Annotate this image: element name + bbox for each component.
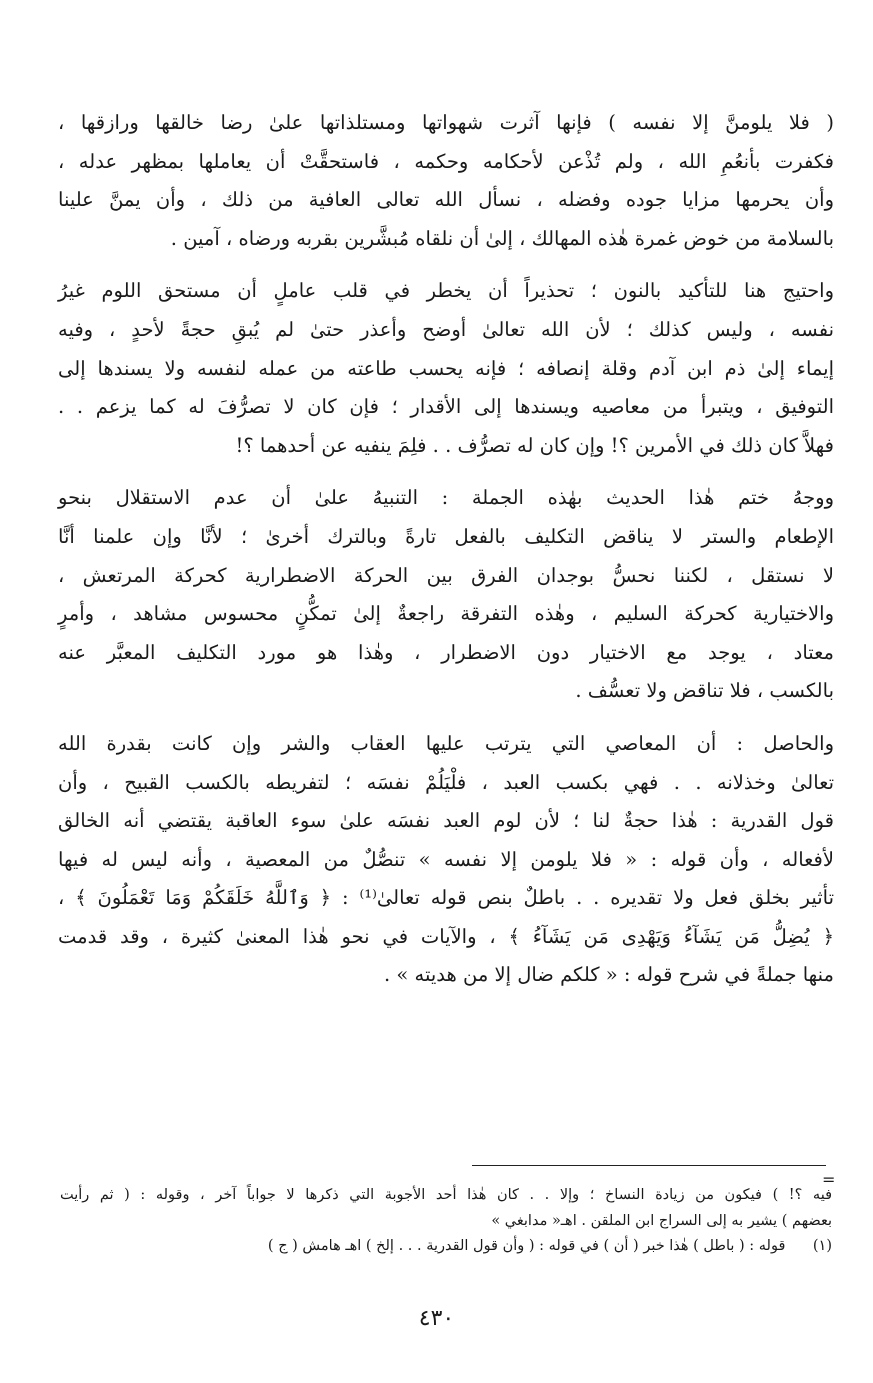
footnotes (60, 1183, 832, 1260)
paragraph-4 (58, 725, 834, 995)
text-line: بالكسب ، فلا تناقض ولا تعسُّف . (575, 679, 834, 703)
footnote-line: بعضهم ) يشير به إلى السراج ابن الملقن . اهـ« مدابغي » (491, 1212, 832, 1229)
paragraph-2 (58, 272, 834, 465)
text-line: واحتيج هنا للتأكيد بالنون ؛ تحذيراً أن يخطر في قلب عاملٍ أن مستحق اللوم غيرُ (58, 279, 834, 303)
text-line: لأفعاله ، وأن قوله : « فلا يلومن إلا نفسه » تنصُّلٌ من المعصية ، وأنه ليس له فيها (58, 847, 834, 871)
paragraph-3 (58, 479, 834, 711)
footnote-1 (60, 1234, 832, 1260)
footnote-line: فيه ؟! ) فيكون من زيادة النساخ ؛ وإلا . . كان هٰذا أحد الأجوبة التي ذكرها لا جواباً آخر ، وقوله : ( ثم رأيت (60, 1187, 832, 1203)
text-line: ﴿ يُضِلُّ مَن يَشَآءُ وَيَهْدِى مَن يَشَآءُ ﴾ ، والآيات في نحو هٰذا المعنىٰ كثيرة ، وقد قدمت (58, 924, 834, 948)
text-line: قول القدرية : هٰذا حجةٌ لنا ؛ لأن لوم العبد نفسَه علىٰ سوء العاقبة يقتضي أنه الخالق (58, 809, 834, 833)
footnote-divider (472, 1165, 826, 1166)
paragraph-1 (58, 104, 834, 258)
page-body (58, 104, 834, 1009)
footnote-text: قوله : ( باطل ) هٰذا خبر ( أن ) في قوله : ( وأن قول القدرية . . . إلخ ) اهـ هامش ( ج ) (267, 1238, 786, 1254)
text-line: تأثير بخلق فعل ولا تقديره . . باطلٌ بنص قوله تعالىٰ⁽¹⁾ : ﴿ وَٱللَّهُ خَلَقَكُمْ وَمَا تَعْمَلُونَ ﴾ ، (58, 886, 835, 910)
text-line: والحاصل : أن المعاصي التي يترتب عليها العقاب والشر وإن كانت بقدرة الله (58, 731, 834, 755)
page-number: ٤٣٠ (418, 1306, 455, 1331)
footnote-continuation-mark: = (822, 1170, 836, 1189)
text-line: لا نستقل ، لكننا نحسُّ بوجدان الفرق بين الحركة الاضطرارية كحركة المرتعش ، (58, 563, 834, 587)
text-line: إيماء إلىٰ ذم ابن آدم وقلة إنصافه ؛ فإنه يحسب طاعته من عمله لنفسه ولا يسندها إلى (58, 356, 834, 380)
text-line: ووجهُ ختم هٰذا الحديث بهٰذه الجملة : التنبيهُ علىٰ أن عدم الاستقلال بنحو (58, 486, 834, 510)
text-line: التوفيق ، ويتبرأ من معاصيه ويسندها إلى الأقدار ؛ فإن كان لا تصرُّفَ له كما يزعم . . (58, 395, 834, 419)
text-line: تعالىٰ وخذلانه . . فهي بكسب العبد ، فلْيَلُمْ نفسَه ؛ لتفريطه بالكسب القبيح ، وأن (58, 770, 834, 794)
text-line: ( فلا يلومنَّ إلا نفسه ) فإنها آثرت شهواتها ومستلذاتها علىٰ رضا خالقها ورازقها ، (58, 111, 834, 134)
text-line: الإطعام والستر لا يناقض التكليف بالفعل تارةً وبالترك أخرىٰ ؛ لأنَّا وإن علمنا أنَّا (58, 524, 834, 548)
text-line: وأن يحرمها مزايا جوده وفضله ، نسأل الله تعالى العافية من ذلك ، وأن يمنَّ علينا (58, 188, 834, 212)
text-line: فكفرت بأنعُمِ الله ، ولم تُذْعن لأحكامه وحكمه ، فاستحقَّتْ أن يعاملها بمظهر عدله ، (58, 149, 834, 173)
footnote-number: (١) (812, 1238, 832, 1254)
text-line: فهلاَّ كان ذلك في الأمرين ؟! وإن كان له تصرُّف . . فلِمَ ينفيه عن أحدهما ؟! (235, 433, 834, 457)
text-line: والاختيارية كحركة السليم ، وهٰذه التفرقة راجعةٌ إلىٰ تمكُّنٍ محسوس مشاهد ، وأمرٍ (58, 602, 834, 626)
text-line: بالسلامة من خوض غمرة هٰذه المهالك ، إلىٰ أن نلقاه مُبشَّرين بقربه ورضاه ، آمين . (170, 226, 834, 250)
text-line: نفسه ، وليس كذلك ؛ لأن الله تعالىٰ أوضح وأعذر حتىٰ لم يُبقِ حجةً لأحدٍ ، وفيه (58, 317, 834, 341)
text-line: معتاد ، يوجد مع الاختيار دون الاضطرار ، وهٰذا هو مورد التكليف المعبَّر عنه (58, 640, 834, 664)
text-line: منها جملةً في شرح قوله : « كلكم ضال إلا من هديته » . (383, 963, 834, 987)
